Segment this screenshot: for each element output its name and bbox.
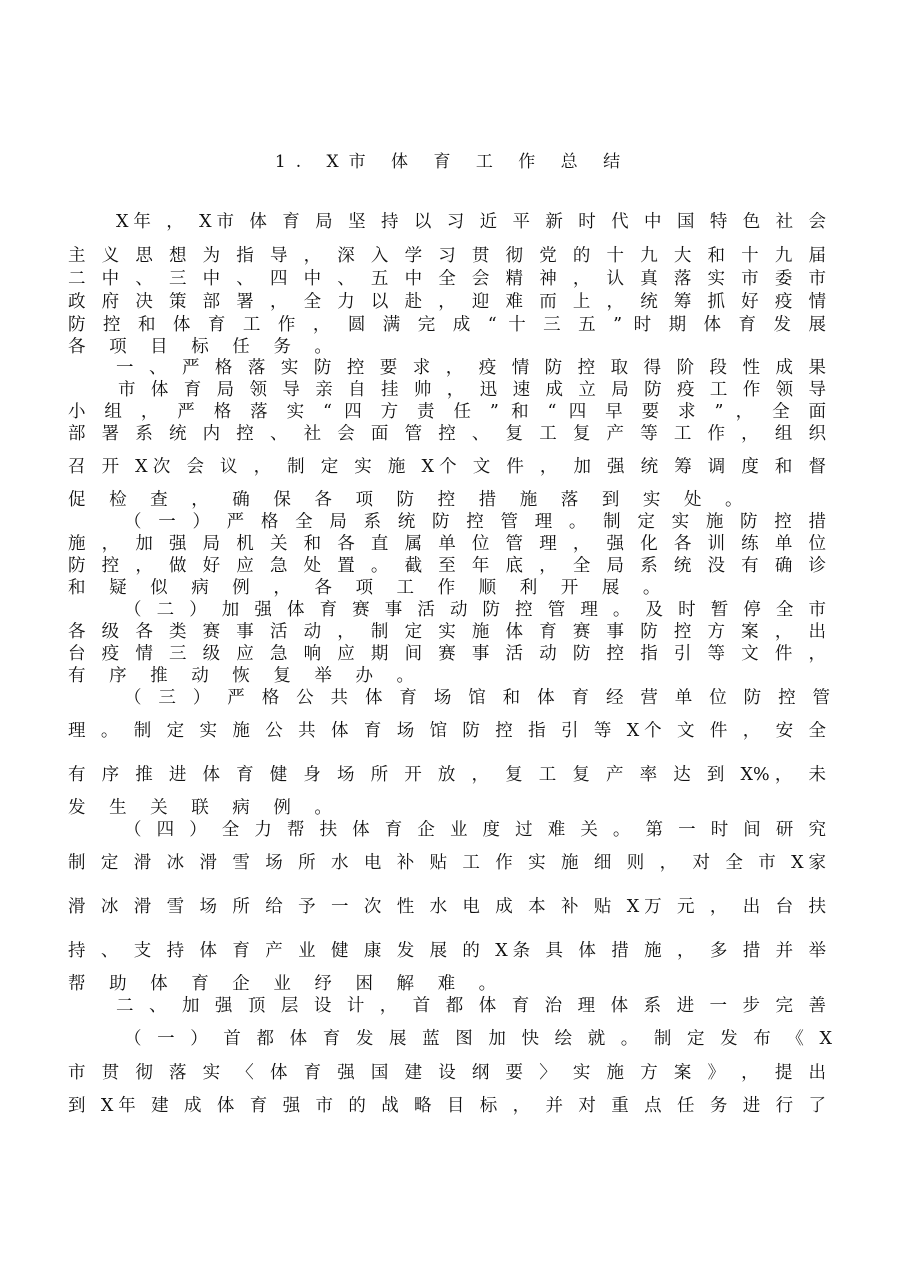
paragraph-line: 政 府 决 策 部 署 ， 全 力 以 赴 ， 迎 难 而 上 ， 统 筹 抓 好 疫 情 bbox=[68, 292, 826, 312]
paragraph-line: 市 体 育 局 领 导 亲 自 挂 帅 ， 迅 速 成 立 局 防 疫 工 作 领 导 bbox=[118, 380, 826, 400]
paragraph-line: 召 开 X次 会 议 ， 制 定 实 施 X个 文 件 ， 加 强 统 筹 调 度 和 督 bbox=[68, 457, 826, 477]
paragraph-line: 制 定 滑 冰 滑 雪 场 所 水 电 补 贴 工 作 实 施 细 则 ， 对 全 市 X家 bbox=[68, 853, 826, 873]
subsection-heading: （ 一 ） 严 格 全 局 系 统 防 控 管 理 。 制 定 实 施 防 控 措 bbox=[124, 512, 826, 532]
paragraph-line: 持 、 支 持 体 育 产 业 健 康 发 展 的 X条 具 体 措 施 ， 多 措 并 举 bbox=[68, 941, 826, 961]
paragraph-line: 发 生 关 联 病 例 。 bbox=[68, 798, 341, 818]
paragraph-line: 滑 冰 滑 雪 场 所 给 予 一 次 性 水 电 成 本 补 贴 X万 元 ， 出 台 扶 bbox=[68, 897, 826, 917]
paragraph-line: 各 级 各 类 赛 事 活 动 ， 制 定 实 施 体 育 赛 事 防 控 方 案 ， 出 bbox=[68, 622, 826, 642]
paragraph-line: 和 疑 似 病 例 ， 各 项 工 作 顺 利 开 展 。 bbox=[68, 578, 670, 598]
paragraph-line: 台 疫 情 三 级 应 急 响 应 期 间 赛 事 活 动 防 控 指 引 等 文 件 ， bbox=[68, 644, 826, 664]
subsection-heading: （ 三 ） 严 格 公 共 体 育 场 馆 和 体 育 经 营 单 位 防 控 管 bbox=[124, 688, 830, 708]
section-heading: 二 、 加 强 顶 层 设 计 ， 首 都 体 育 治 理 体 系 进 一 步 完 善 bbox=[116, 996, 826, 1016]
paragraph-line: 市 贯 彻 落 实 〈 体 育 强 国 建 设 纲 要 〉 实 施 方 案 》 ， 提 出 bbox=[68, 1063, 826, 1083]
paragraph-line: 有 序 推 动 恢 复 举 办 。 bbox=[68, 666, 424, 686]
paragraph-line: 施 ， 加 强 局 机 关 和 各 直 属 单 位 管 理 ， 强 化 各 训 练 单 位 bbox=[68, 534, 826, 554]
paragraph-line: 帮 助 体 育 企 业 纾 困 解 难 。 bbox=[68, 974, 506, 994]
paragraph-line: 理 。 制 定 实 施 公 共 体 育 场 馆 防 控 指 引 等 X个 文 件 ， 安 全 bbox=[68, 721, 826, 741]
paragraph-line: 到 X年 建 成 体 育 强 市 的 战 略 目 标 ， 并 对 重 点 任 务 进 行 了 bbox=[68, 1096, 826, 1116]
paragraph-line: 小 组 ， 严 格 落 实 “ 四 方 责 任 ” 和 “ 四 早 要 求 ” ， 全 面 bbox=[68, 402, 826, 422]
subsection-heading: （ 四 ） 全 力 帮 扶 体 育 企 业 度 过 难 关 。 第 一 时 间 研 究 bbox=[124, 820, 826, 840]
section-heading: 一 、 严 格 落 实 防 控 要 求 ， 疫 情 防 控 取 得 阶 段 性 成 果 bbox=[116, 358, 826, 378]
paragraph-line: X年 ， X市 体 育 局 坚 持 以 习 近 平 新 时 代 中 国 特 色 社 会 bbox=[116, 212, 826, 232]
paragraph-line: 促 检 查 ， 确 保 各 项 防 控 措 施 落 到 实 处 。 bbox=[68, 490, 752, 510]
paragraph-line: 二 中 、 三 中 、 四 中 、 五 中 全 会 精 神 ， 认 真 落 实 市 委 市 bbox=[68, 269, 826, 289]
paragraph-line: 有 序 推 进 体 育 健 身 场 所 开 放 ， 复 工 复 产 率 达 到 X%， 未 bbox=[68, 765, 826, 785]
document-title: 1. X市 体 育 工 作 总 结 bbox=[274, 152, 631, 172]
paragraph-line: 主 义 思 想 为 指 导 ， 深 入 学 习 贯 彻 党 的 十 九 大 和 十 九 届 bbox=[68, 246, 826, 266]
paragraph-line: 防 控 和 体 育 工 作 ， 圆 满 完 成 “ 十 三 五 ” 时 期 体 育 发 展 bbox=[68, 315, 826, 335]
subsection-heading: （ 一 ） 首 都 体 育 发 展 蓝 图 加 快 绘 就 。 制 定 发 布 《 X bbox=[124, 1029, 832, 1049]
subsection-heading: （ 二 ） 加 强 体 育 赛 事 活 动 防 控 管 理 。 及 时 暂 停 全 市 bbox=[124, 600, 826, 620]
paragraph-line: 部 署 系 统 内 控 、 社 会 面 管 控 、 复 工 复 产 等 工 作 ， 组 织 bbox=[68, 424, 826, 444]
paragraph-line: 防 控 ， 做 好 应 急 处 置 。 截 至 年 底 ， 全 局 系 统 没 有 确 诊 bbox=[68, 556, 826, 576]
paragraph-line: 各 项 目 标 任 务 。 bbox=[68, 337, 341, 357]
